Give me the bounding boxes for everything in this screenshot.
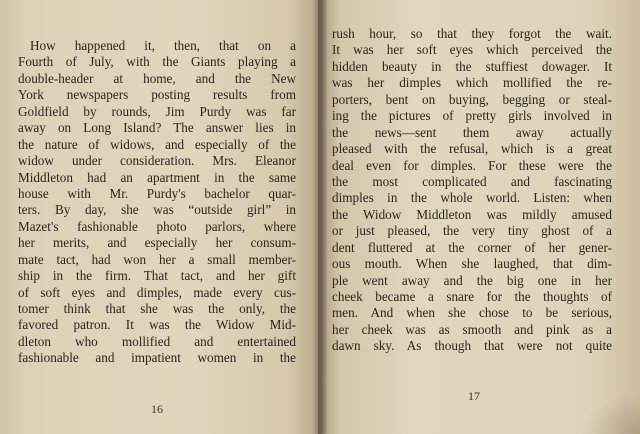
text-line: York newspapers posting results from <box>18 87 296 103</box>
text-line: Fourth of July, with the Giants playing a <box>18 54 296 70</box>
text-line: cheek became a snare for the thoughts of <box>332 289 612 304</box>
text-line: dawn sky. As though that were not quite <box>332 338 612 354</box>
left-page-text <box>18 38 296 367</box>
left-page <box>0 0 318 434</box>
text-line: pleased with the refusal, which is a great <box>332 141 612 157</box>
text-line: men. And when she chose to be serious, <box>332 305 612 321</box>
text-line: was her dimples which mollified the re- <box>332 75 612 91</box>
page-number-left: 16 <box>151 402 163 416</box>
text-line: dent fluttered at the corner of her gener- <box>332 239 612 255</box>
text-line: tomer think that she was the only, the <box>18 301 296 316</box>
text-line: ters. By day, she was “outside girl” in <box>18 202 296 218</box>
page-corner-shadow <box>580 394 640 434</box>
text-line: ing the pictures of pretty girls involved in <box>332 108 612 124</box>
text-line: rush hour, so that they forgot the wait. <box>332 26 612 41</box>
text-line: the nature of widows, and especially of the <box>18 136 296 152</box>
text-line: ple went away and the big one in her <box>332 272 612 288</box>
text-line: Mazet's fashionable photo parlors, where <box>18 218 296 234</box>
right-page <box>320 0 640 434</box>
text-line: mate tact, had won her a small member- <box>18 251 296 267</box>
right-page-text <box>332 26 612 355</box>
text-line: How happened it, then, that on a <box>30 38 296 53</box>
text-line: dimples in the whole world. Listen: when <box>332 190 612 206</box>
text-line: deal even for dimples. For these were the <box>332 157 612 173</box>
text-line: Middleton had an apartment in the same <box>18 169 296 185</box>
text-line: double-header at home, and the New <box>18 70 296 86</box>
text-line: ship in the firm. That tact, and her gift <box>18 268 296 284</box>
text-line: the news—sent them away actually <box>332 124 612 140</box>
page-number-right: 17 <box>468 389 480 403</box>
text-line: or just pleased, the very tiny ghost of a <box>332 223 612 239</box>
text-line: porters, bent on buying, begging or steal- <box>332 91 612 107</box>
text-line: fashionable and impatient women in the <box>18 350 296 366</box>
text-line: It was her soft eyes which perceived the <box>332 42 612 58</box>
text-line: ous mouth. When she laughed, that dim- <box>332 256 612 272</box>
text-line: house with Mr. Purdy's bachelor quar- <box>18 185 296 201</box>
text-line: of soft eyes and dimples, made every cus- <box>18 284 296 300</box>
text-line: the most complicated and fascinating <box>332 173 612 189</box>
text-line: hidden beauty in the stuffiest dowager. It <box>332 58 612 74</box>
text-line: the Widow Middleton was mildly amused <box>332 206 612 222</box>
text-line: away on Long Island? The answer lies in <box>18 120 296 136</box>
text-line: favored patron. It was the Widow Mid- <box>18 317 296 333</box>
text-line: widow under consideration. Mrs. Eleanor <box>18 153 296 169</box>
text-line: her cheek was as smooth and pink as a <box>332 321 612 337</box>
text-line: Goldfield by rounds, Jim Purdy was far <box>18 103 296 119</box>
book-gutter <box>312 0 328 434</box>
text-line: dleton who mollified and entertained <box>18 333 296 349</box>
text-line: her merits, and especially her consum- <box>18 235 296 251</box>
